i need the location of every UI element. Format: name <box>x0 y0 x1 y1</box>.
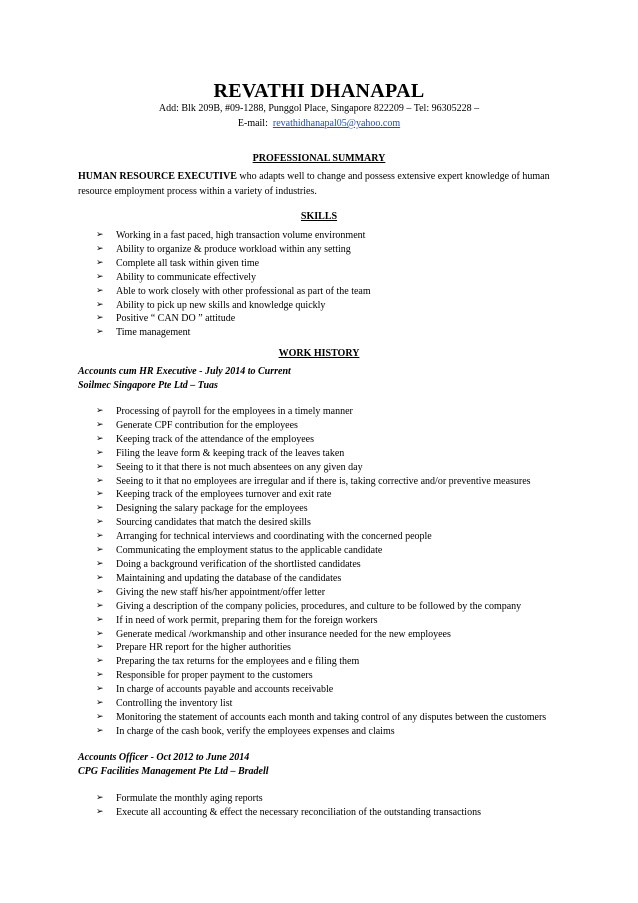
list-item-text: In charge of the cash book, verify the employees expenses and claims <box>116 725 395 737</box>
list-item-text: Arranging for technical interviews and coordinating with the concerned people <box>116 531 432 543</box>
list-item-text: Maintaining and updating the database of the candidates <box>116 572 342 584</box>
list-item-text: Positive “ CAN DO ” attitude <box>116 313 236 325</box>
arrow-bullet-icon: ➢ <box>96 447 104 458</box>
arrow-bullet-icon: ➢ <box>96 614 104 625</box>
list-item-text: Ability to communicate effectively <box>116 271 257 283</box>
list-item-text: In charge of accounts payable and accounts receivable <box>116 684 334 696</box>
list-item <box>96 257 566 271</box>
arrow-bullet-icon: ➢ <box>96 406 104 416</box>
job-1-duties <box>96 405 566 739</box>
list-item <box>96 433 566 447</box>
arrow-bullet-icon: ➢ <box>96 670 104 681</box>
skills-heading: SKILLS <box>300 211 338 222</box>
list-item <box>96 792 566 806</box>
arrow-bullet-icon: ➢ <box>96 489 104 500</box>
arrow-bullet-icon: ➢ <box>96 461 104 472</box>
email-link[interactable]: revathidhanapal05@yahoo.com <box>272 118 401 129</box>
list-item <box>96 530 566 544</box>
list-item-text: Doing a background verification of the shortlisted candidates <box>116 558 361 570</box>
arrow-bullet-icon: ➢ <box>96 257 104 268</box>
arrow-bullet-icon: ➢ <box>96 793 104 803</box>
arrow-bullet-icon: ➢ <box>96 419 104 430</box>
arrow-bullet-icon: ➢ <box>96 433 104 444</box>
list-item-text: Complete all task within given time <box>116 257 260 269</box>
address-line: Add: Blk 209B, #09-1288, Punggol Place, Singapore 822209 – Tel: 96305228 – <box>158 103 480 114</box>
list-item <box>96 271 566 285</box>
list-item <box>96 806 566 820</box>
list-item <box>96 447 566 461</box>
arrow-bullet-icon: ➢ <box>96 711 104 722</box>
summary-title: HUMAN RESOURCE EXECUTIVE <box>78 171 237 182</box>
list-item <box>96 669 566 683</box>
arrow-bullet-icon: ➢ <box>96 285 104 296</box>
job-2-company: CPG Facilities Management Pte Ltd – Bradell <box>78 766 269 777</box>
list-item <box>96 641 566 655</box>
arrow-bullet-icon: ➢ <box>96 642 104 653</box>
summary-heading: PROFESSIONAL SUMMARY <box>252 153 386 164</box>
arrow-bullet-icon: ➢ <box>96 684 104 695</box>
list-item <box>96 312 566 326</box>
arrow-bullet-icon: ➢ <box>96 503 104 514</box>
list-item <box>96 229 566 243</box>
job-2-duties <box>96 792 566 820</box>
list-item-text: Keeping track of the employees turnover and exit rate <box>116 489 332 501</box>
arrow-bullet-icon: ➢ <box>96 230 104 240</box>
list-item <box>96 614 566 628</box>
arrow-bullet-icon: ➢ <box>96 586 104 597</box>
arrow-bullet-icon: ➢ <box>96 572 104 583</box>
arrow-bullet-icon: ➢ <box>96 517 104 528</box>
list-item-text: Communicating the employment status to the applicable candidate <box>116 545 383 557</box>
list-item <box>96 558 566 572</box>
list-item-text: Able to work closely with other professional as part of the team <box>116 285 371 297</box>
list-item <box>96 586 566 600</box>
list-item-text: Keeping track of the attendance of the employees <box>116 433 314 445</box>
list-item-text: Giving the new staff his/her appointment/offer letter <box>116 586 326 598</box>
arrow-bullet-icon: ➢ <box>96 313 104 324</box>
skills-list <box>96 229 566 340</box>
list-item <box>96 475 566 489</box>
list-item-text: Giving a description of the company policies, procedures, and culture to be followed by the company <box>116 600 522 612</box>
arrow-bullet-icon: ➢ <box>96 698 104 709</box>
list-item-text: If in need of work permit, preparing them for the foreign workers <box>116 614 378 626</box>
arrow-bullet-icon: ➢ <box>96 327 104 338</box>
list-item <box>96 725 566 739</box>
list-item-text: Responsible for proper payment to the customers <box>116 670 313 682</box>
list-item-text: Working in a fast paced, high transaction volume environment <box>116 230 366 241</box>
list-item <box>96 572 566 586</box>
list-item-text: Ability to pick up new skills and knowledge quickly <box>116 299 326 311</box>
arrow-bullet-icon: ➢ <box>96 531 104 542</box>
candidate-name: REVATHI DHANAPAL <box>213 80 425 102</box>
list-item-text: Designing the salary package for the employees <box>116 503 308 515</box>
list-item-text: Generate CPF contribution for the employees <box>116 419 298 431</box>
list-item-text: Controlling the inventory list <box>116 698 233 710</box>
list-item <box>96 628 566 642</box>
summary-paragraph <box>78 170 568 199</box>
list-item-text: Prepare HR report for the higher authorities <box>116 642 291 654</box>
arrow-bullet-icon: ➢ <box>96 725 104 736</box>
list-item <box>96 419 566 433</box>
list-item <box>96 711 566 725</box>
list-item-text: Filing the leave form & keeping track of the leaves taken <box>116 447 345 459</box>
list-item-text: Time management <box>116 327 191 339</box>
list-item <box>96 243 566 257</box>
list-item-text: Ability to organize & produce workload within any setting <box>116 243 351 255</box>
email-label: E-mail: <box>237 118 268 129</box>
job-2-title: Accounts Officer - Oct 2012 to June 2014 <box>78 752 250 763</box>
list-item <box>96 461 566 475</box>
list-item-text: Seeing to it that there is not much absentees on any given day <box>116 461 363 473</box>
email-line <box>0 118 638 129</box>
list-item-text: Monitoring the statement of accounts each month and taking control of any disputes between the customers <box>116 711 547 723</box>
list-item <box>96 488 566 502</box>
list-item <box>96 697 566 711</box>
list-item-text: Processing of payroll for the employees in a timely manner <box>116 406 353 417</box>
arrow-bullet-icon: ➢ <box>96 806 104 817</box>
arrow-bullet-icon: ➢ <box>96 545 104 556</box>
list-item <box>96 299 566 313</box>
list-item-text: Sourcing candidates that match the desired skills <box>116 517 311 529</box>
list-item <box>96 502 566 516</box>
summary-text: who adapts well to change and possess extensive expert knowledge of human resource employment process within a variety of industries. <box>78 171 550 197</box>
list-item <box>96 600 566 614</box>
arrow-bullet-icon: ➢ <box>96 656 104 667</box>
list-item <box>96 285 566 299</box>
list-item-text: Seeing to it that no employees are irregular and if there is, taking corrective and/or preventive measures <box>116 475 531 487</box>
arrow-bullet-icon: ➢ <box>96 475 104 486</box>
arrow-bullet-icon: ➢ <box>96 600 104 611</box>
arrow-bullet-icon: ➢ <box>96 271 104 282</box>
arrow-bullet-icon: ➢ <box>96 558 104 569</box>
list-item <box>96 683 566 697</box>
job-1-company: Soilmec Singapore Pte Ltd – Tuas <box>78 380 218 391</box>
arrow-bullet-icon: ➢ <box>96 299 104 310</box>
list-item-text: Preparing the tax returns for the employees and e filing them <box>116 656 360 668</box>
list-item-text: Generate medical /workmanship and other insurance needed for the new employees <box>116 628 451 640</box>
work-history-heading: WORK HISTORY <box>278 348 360 359</box>
job-1-title: Accounts cum HR Executive - July 2014 to Current <box>78 366 291 377</box>
list-item-text: Execute all accounting & effect the necessary reconciliation of the outstanding transactions <box>116 806 481 818</box>
list-item <box>96 405 566 419</box>
list-item <box>96 326 566 340</box>
list-item <box>96 516 566 530</box>
list-item-text: Formulate the monthly aging reports <box>116 793 263 804</box>
list-item <box>96 655 566 669</box>
arrow-bullet-icon: ➢ <box>96 243 104 254</box>
arrow-bullet-icon: ➢ <box>96 628 104 639</box>
list-item <box>96 544 566 558</box>
